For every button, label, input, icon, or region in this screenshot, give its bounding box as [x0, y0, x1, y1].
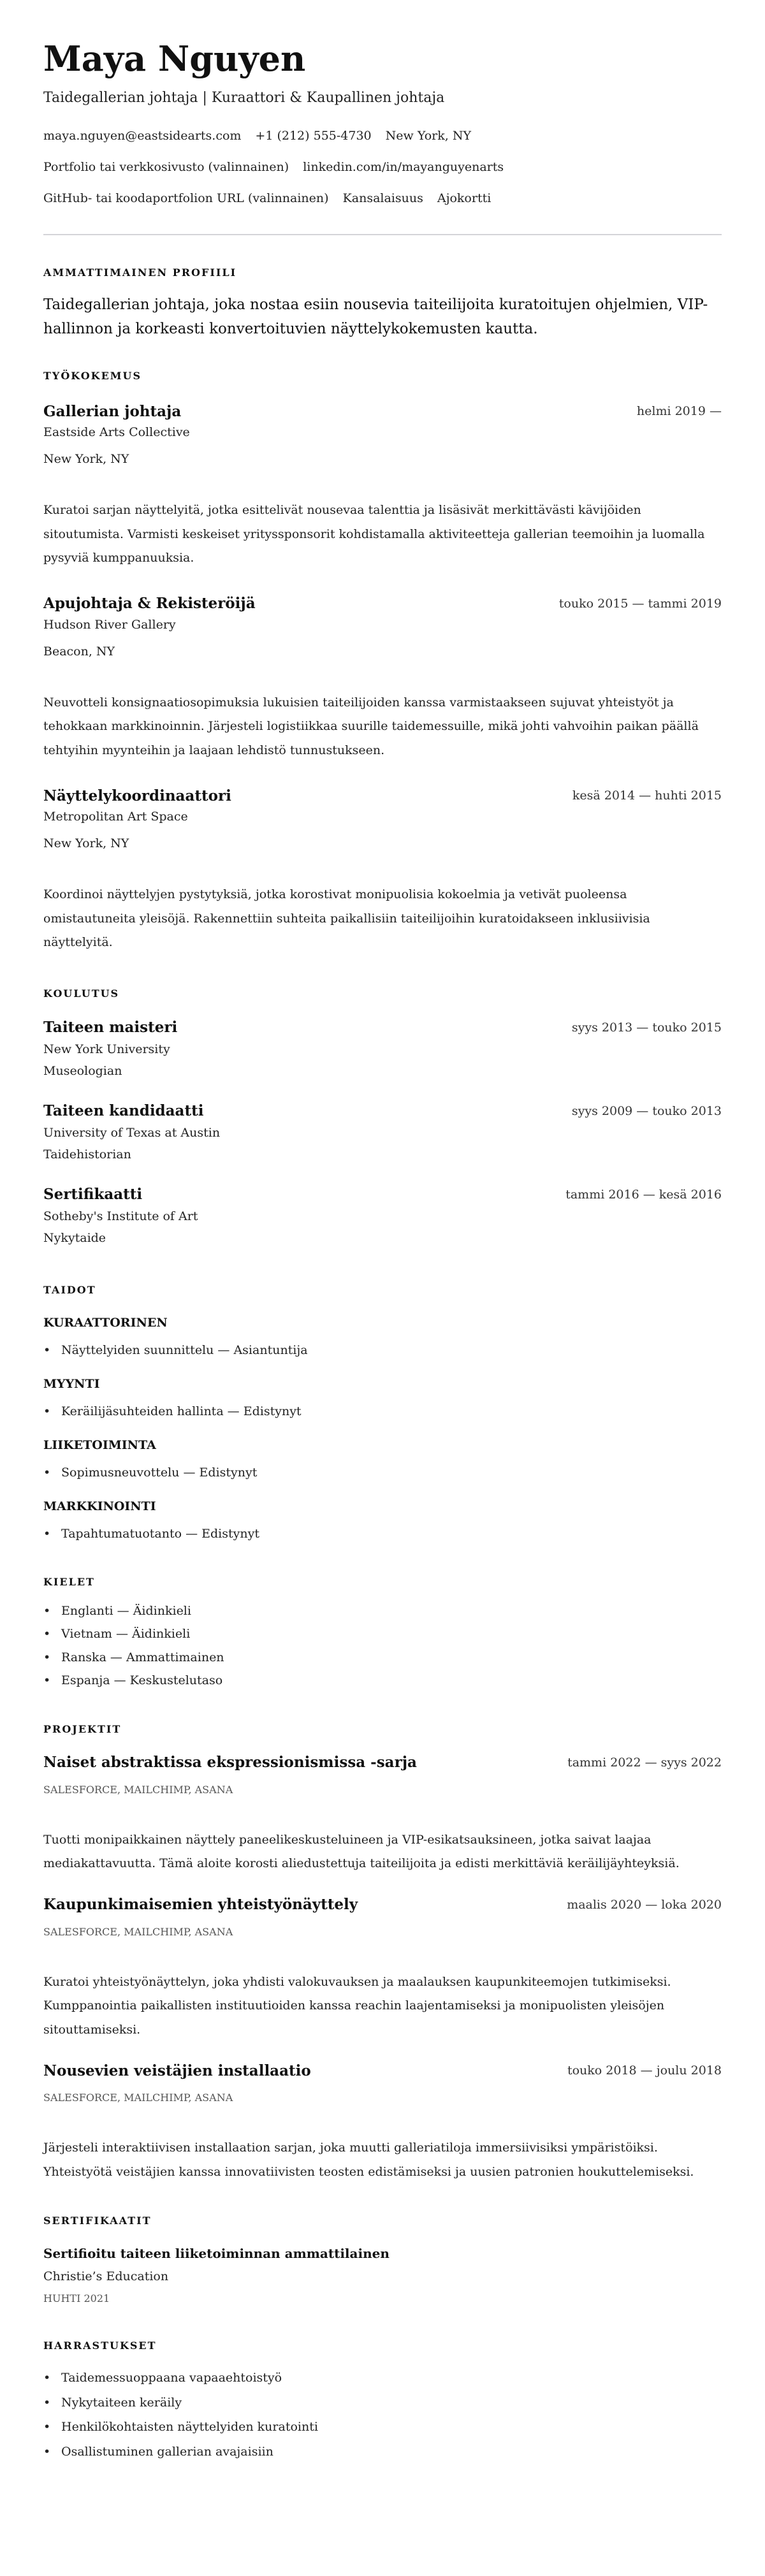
section-heading: KIELET [43, 1575, 95, 1588]
certification-date: HUHTI 2021 [43, 2292, 110, 2304]
degree: Taiteen kandidaatti [43, 1102, 204, 1119]
job-dates: helmi 2019 — [636, 404, 722, 418]
skill-category [43, 1375, 722, 1420]
education-dates: syys 2009 — touko 2013 [571, 1103, 722, 1118]
job-description: Neuvotteli konsignaatiosopimuksia lukuisien taiteilijoiden kanssa varmistaakseen sujuvat yhteistyöt ja tehokkaan markkinoinnin. Järjesteli logistiikkaa suurille taidemessuille, mikä johti vahvoihin paikan päällä tehtyihin myynteihin ja laajaan lehdistö tunnustukseen. [43, 695, 699, 757]
field-of-study: Taidehistorian [43, 1147, 131, 1161]
job-entry [43, 402, 722, 571]
field-of-study: Museologian [43, 1063, 122, 1078]
language-item: • Espanja — Keskustelutaso [43, 1669, 722, 1692]
job-entry [43, 786, 722, 955]
language-item: • Englanti — Äidinkieli [43, 1599, 722, 1623]
project-entry [43, 1753, 722, 1876]
headline: Taidegallerian johtaja | Kuraattori & Kaupallinen johtaja [43, 90, 445, 106]
citizenship: Kansalaisuus [342, 191, 423, 205]
github-link[interactable]: GitHub- tai koodaportfolion URL (valinnainen) [43, 191, 329, 205]
hobby-item: • Taidemessuoppaana vapaaehtoistyö [43, 2366, 722, 2390]
project-entry [43, 1895, 722, 2042]
education-entry [43, 1018, 722, 1080]
experience-list [43, 402, 722, 955]
education-entry [43, 1185, 722, 1247]
job-location: New York, NY [43, 836, 129, 850]
certification-title: Sertifioitu taiteen liiketoiminnan ammattilainen [43, 2246, 390, 2261]
project-dates: touko 2018 — joulu 2018 [567, 2063, 722, 2078]
hobby-item: • Nykytaiteen keräily [43, 2390, 722, 2415]
project-dates: maalis 2020 — loka 2020 [567, 1897, 722, 1912]
skill-category [43, 1314, 722, 1359]
certification-entry [43, 2245, 722, 2306]
project-description: Kuratoi yhteistyönäyttelyn, joka yhdisti valokuvauksen ja maalauksen kaupunkiteemojen tutkimiseksi. Kumppanointia paikallisten instituutioiden kanssa reachin laajentamiseksi ja monipuolisten yleisöjen sitouttamiseksi. [43, 1974, 671, 2037]
job-title: Apujohtaja & Rekisteröijä [43, 595, 256, 612]
portfolio-link[interactable]: Portfolio tai verkkosivusto (valinnainen) [43, 160, 289, 174]
skill-category-title: MYYNTI [43, 1376, 100, 1391]
hobbies-list [43, 2366, 722, 2464]
project-dates: tammi 2022 — syys 2022 [567, 1755, 722, 1770]
school: New York University [43, 1042, 170, 1056]
skill-item: • Näyttelyiden suunnittelu — Asiantuntija [43, 1341, 722, 1359]
school: Sotheby's Institute of Art [43, 1209, 198, 1223]
skill-item: • Keräilijäsuhteiden hallinta — Edistynyt [43, 1402, 722, 1420]
education-list [43, 1018, 722, 1247]
header-divider [43, 234, 722, 235]
section-heading: SERTIFIKAATIT [43, 2215, 152, 2227]
skills-section [43, 1284, 722, 1543]
email-link[interactable]: maya.nguyen@eastsidearts.com [43, 129, 242, 143]
job-company: Hudson River Gallery [43, 617, 176, 632]
linkedin-link[interactable]: linkedin.com/in/mayanguyenarts [303, 160, 504, 174]
project-title: Naiset abstraktissa ekspressionismissa -sarja [43, 1754, 417, 1771]
job-entry [43, 594, 722, 763]
job-location: Beacon, NY [43, 644, 115, 659]
profile-text: Taidegallerian johtaja, joka nostaa esiin nousevia taiteilijoita kuratoitujen ohjelmien, VIP-hallinnon ja korkeasti konvertoituvien näyttelykokemusten kautta. [43, 296, 708, 337]
skill-item: • Tapahtumatuotanto — Edistynyt [43, 1525, 722, 1543]
certifications-section [43, 2215, 722, 2306]
skill-item: • Sopimusneuvottelu — Edistynyt [43, 1464, 722, 1481]
school: University of Texas at Austin [43, 1125, 221, 1140]
job-dates: kesä 2014 — huhti 2015 [572, 789, 722, 803]
job-title: Näyttelykoordinaattori [43, 787, 231, 804]
project-title: Kaupunkimaisemien yhteistyönäyttely [43, 1896, 358, 1913]
skills-list [43, 1314, 722, 1543]
skill-category-title: KURAATTORINEN [43, 1315, 168, 1330]
language-item: • Ranska — Ammattimainen [43, 1646, 722, 1670]
resume-page [0, 38, 765, 2464]
project-title: Nousevien veistäjien installaatio [43, 2062, 311, 2079]
projects-section [43, 1723, 722, 2185]
project-tech: SALESFORCE, MAILCHIMP, ASANA [43, 1925, 233, 1938]
projects-list [43, 1753, 722, 2185]
skill-category [43, 1497, 722, 1543]
hobbies-section [43, 2340, 722, 2464]
education-entry [43, 1102, 722, 1163]
skill-category-title: LIIKETOIMINTA [43, 1437, 156, 1452]
contact-row [43, 158, 722, 176]
job-location: New York, NY [43, 452, 129, 466]
project-description: Järjesteli interaktiivisen installaation sarjan, joka muutti galleriatiloja immersiivisiksi ympäristöiksi. Yhteistyötä veistäjien kanssa innovatiivisten teosten edistämiseksi ja uusien patronien houkuttelemiseksi. [43, 2141, 694, 2179]
section-heading: KOULUTUS [43, 987, 120, 1000]
drivers-license: Ajokortti [437, 191, 492, 205]
certification-issuer: Christie’s Education [43, 2269, 169, 2283]
section-heading: AMMATTIMAINEN PROFIILI [43, 266, 237, 279]
contact-row [43, 189, 722, 207]
job-company: Metropolitan Art Space [43, 810, 188, 824]
skill-category-title: MARKKINOINTI [43, 1499, 156, 1513]
profile-section [43, 266, 722, 341]
project-tech: SALESFORCE, MAILCHIMP, ASANA [43, 1783, 233, 1796]
degree: Taiteen maisteri [43, 1019, 178, 1036]
field-of-study: Nykytaide [43, 1230, 106, 1245]
languages-list [43, 1599, 722, 1692]
education-dates: tammi 2016 — kesä 2016 [565, 1187, 722, 1202]
contact-row [43, 127, 722, 145]
skill-category [43, 1436, 722, 1481]
hobby-item: • Osallistuminen gallerian avajaisiin [43, 2440, 722, 2464]
phone: +1 (212) 555-4730 [255, 129, 372, 143]
project-entry [43, 2061, 722, 2184]
project-description: Tuotti monipaikkainen näyttely paneelikeskusteluineen ja VIP-esikatsauksineen, jotka saivat laajaa mediakattavuutta. Tämä aloite korosti aliedustettuja taiteilijoita ja edisti merkittäviä keräilijäyhteyksiä. [43, 1832, 680, 1870]
section-heading: TAIDOT [43, 1283, 96, 1296]
location: New York, NY [385, 129, 471, 143]
section-heading: TYÖKOKEMUS [43, 370, 142, 382]
language-item: • Vietnam — Äidinkieli [43, 1622, 722, 1646]
job-description: Koordinoi näyttelyjen pystytyksiä, jotka korostivat monipuolisia kokoelmia ja vetivät puoleensa omistautuneita yleisöjä. Rakennettiin suhteita paikallisiin taiteilijoihin kuratoidakseen inklusiivisia näyttelyitä. [43, 887, 650, 949]
job-dates: touko 2015 — tammi 2019 [558, 596, 722, 611]
job-company: Eastside Arts Collective [43, 425, 190, 439]
education-dates: syys 2013 — touko 2015 [571, 1020, 722, 1035]
experience-section [43, 370, 722, 955]
hobby-item: • Henkilökohtaisten näyttelyiden kuratointi [43, 2415, 722, 2440]
job-description: Kuratoi sarjan näyttelyitä, jotka esittelivät nousevaa talenttia ja lisäsivät merkittävästi kävijöiden sitoutumista. Varmisti keskeiset yrityssponsorit kohdistamalla aktiviteetteja gallerian teemoihin ja luomalla pysyviä kumppanuuksia. [43, 503, 705, 565]
candidate-name: Maya Nguyen [43, 38, 306, 79]
section-heading: HARRASTUKSET [43, 2340, 157, 2352]
degree: Sertifikaatti [43, 1186, 143, 1203]
job-title: Gallerian johtaja [43, 402, 182, 420]
education-section [43, 987, 722, 1247]
project-tech: SALESFORCE, MAILCHIMP, ASANA [43, 2092, 233, 2104]
section-heading: PROJEKTIT [43, 1722, 122, 1735]
languages-section [43, 1576, 722, 1692]
